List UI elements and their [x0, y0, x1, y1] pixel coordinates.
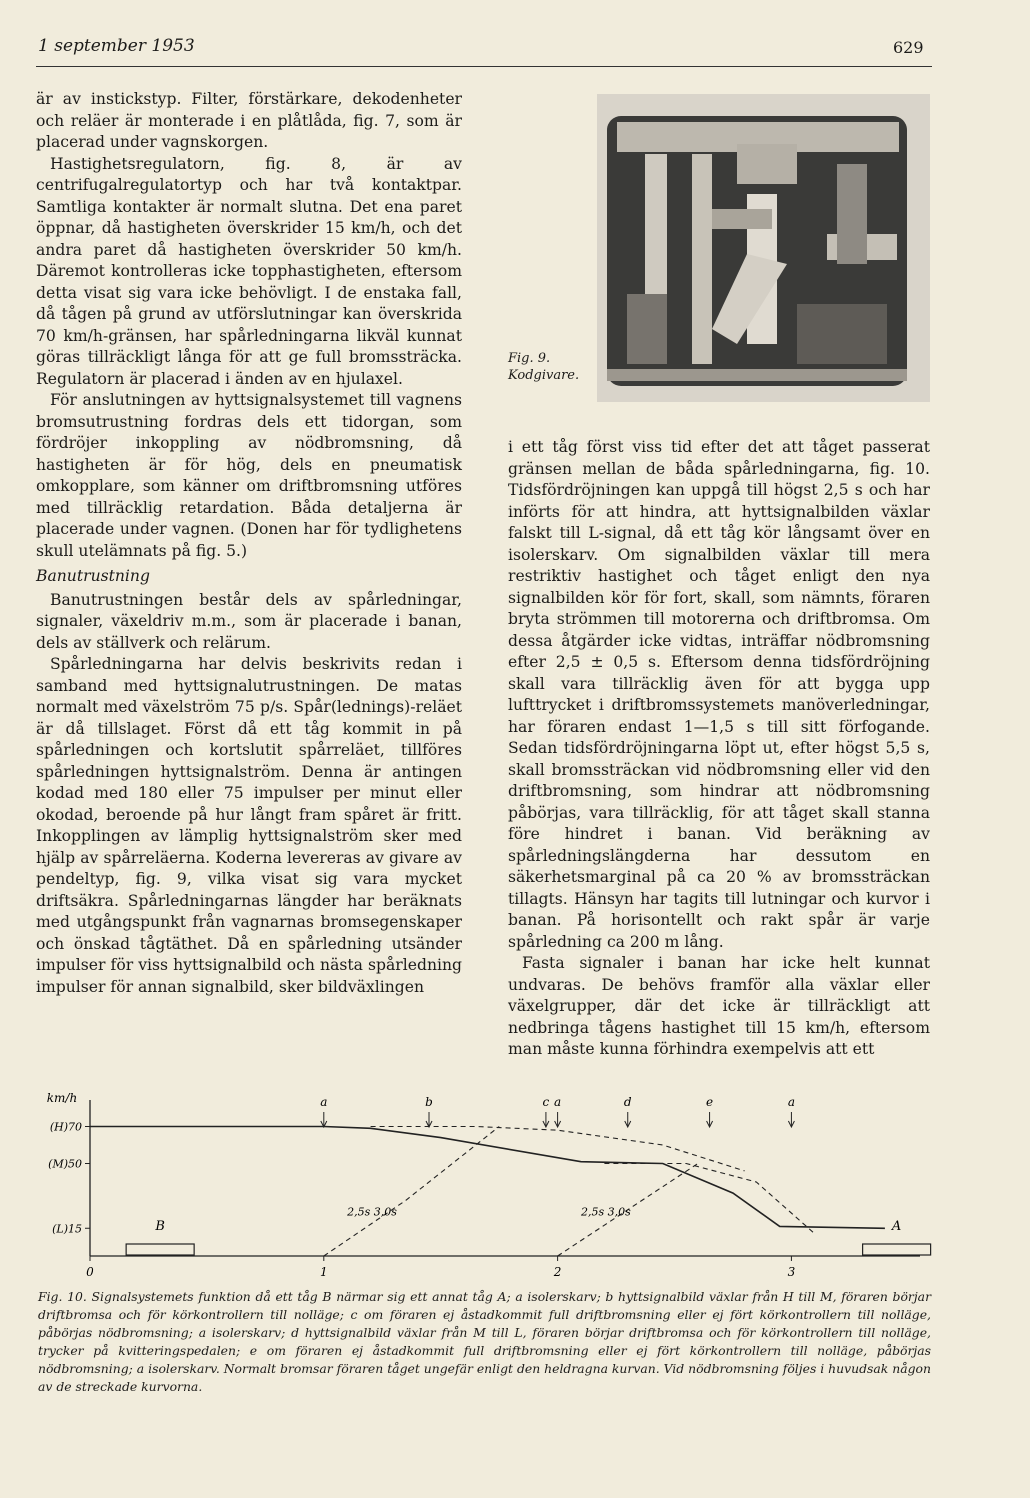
insulation-joint-label: e [706, 1095, 714, 1109]
insulation-joint-label: b [425, 1095, 433, 1109]
train-label: A [891, 1219, 902, 1235]
insulation-joint-label: d [623, 1095, 632, 1109]
insulation-joint-label: a [320, 1095, 328, 1109]
paragraph: i ett tåg först viss tid efter det att tåget passerat gränsen mellan de båda spårledningarna, fig. 10. Tidsfördröjningen kan uppgå till högst 2,5 s och har införts för att hindra, att hyttsignalbilden växlar falskt till L-signal, då ett tåg kör långsamt över en isolerskarv. Om signalbilden växlar till mera restriktiv hastighet och tåget enligt den nya signalbilden kör för fort, skall, som nämnts, föraren bryta strömmen till motorerna och driftbromsa. Om dessa åtgärder icke vidtas, inträffar nödbromsning efter 2,5 ± 0,5 s. Eftersom denna tidsfördröjning skall vara tillräcklig även för att bygga upp lufttrycket i driftbromssystemets manöverledningar, har föraren endast 1—1,5 s till sitt förfogande. Sedan tidsfördröjningarna löpt ut, efter högst 5,5 s, skall bromssträckan vid nödbromsning eller vid den driftbromsning, som hindrar att nödbromsning påbörjas, vara tillräcklig, för att tåget skall stanna före hindret i banan. Vid beräkning av spårledningslängderna har dessutom en säkerhetsmarginal på ca 20 % av bromssträckan tillagts. Hänsyn har tagits till lutningar och kurvor i banan. På horisontellt och rakt spår är varje spårledning ca 200 m lång. [508, 438, 930, 951]
train-icon [126, 1244, 194, 1255]
train-label: B [155, 1219, 165, 1235]
speed-distance-diagram [30, 1088, 940, 1288]
insulation-joint-label: a [554, 1095, 562, 1109]
code-transmitter-illustration [597, 94, 930, 402]
delay-label: 2,5s 3,0s [347, 1205, 397, 1219]
paragraph: Hastighetsregulatorn, fig. 8, är av centrifugalregulatortyp och har två kontaktpar. Samtliga kontakter är normalt slutna. Det ena paret öppnar, då hastigheten överskrider 15 km/h, och det andra paret då hastigheten överskrider 50 km/h. Däremot kontrolleras icke topphastigheten, eftersom detta visat sig vara icke behövligt. I de enstaka fall, då tågen på grund av utförslutningar kan överskrida 70 km/h-gränsen, har spårledningarna likväl kunnat göras tillräckligt långa för att ge full bromssträcka. Regulatorn är placerad i änden av en hjulaxel. [36, 154, 462, 388]
fig9-caption [508, 350, 588, 384]
code-transmitter-photo [597, 94, 930, 402]
y-tick-label: (L)15 [52, 1222, 82, 1236]
paragraph: Banutrustningen består dels av spårledningar, signaler, växeldriv m.m., som är placerade i banan, dels av ställverk och relärum. [36, 590, 462, 652]
delay-label: 2,5s 3,0s [580, 1205, 631, 1219]
braking-curve [90, 1127, 885, 1229]
x-tick-label: 1 [319, 1265, 328, 1279]
paragraph: är av instickstyp. Filter, förstärkare, dekodenheter och reläer är monterade i en plåtlåda, fig. 7, som är placerad under vagnskorgen. [36, 90, 462, 151]
plot-marks [90, 1095, 931, 1256]
y-axis-label: km/h [46, 1091, 78, 1105]
fig9-label: Fig. 9. [508, 351, 551, 366]
right-column [508, 437, 930, 1061]
insulation-joint-label: a [787, 1095, 795, 1109]
x-tick-label: 3 [787, 1265, 796, 1279]
paragraph: Fasta signaler i banan har icke helt kunnat undvaras. De behövs framför alla växlar eller växelgrupper, där det icke är tillräckligt att nedbringa tågens hastighet till 15 km/h, eftersom man måste kunna förhindra exempelvis att ett [508, 954, 930, 1058]
axes [47, 1091, 920, 1279]
page-number: 629 [893, 38, 924, 57]
left-column [36, 89, 462, 998]
fig9-text: Kodgivare. [508, 368, 580, 383]
insulation-joint-label: c [542, 1095, 550, 1109]
y-tick-label: (M)50 [48, 1157, 82, 1171]
paragraph: Spårledningarna har delvis beskrivits redan i samband med hyttsignalutrustningen. De matas normalt med växelström 75 p/s. Spår(lednings)-reläet är då tillslaget. Först då ett tåg kommit in på spårledningen och kortslutit spårreläet, tillföres spårledningen hyttsignalström. Denna är antingen kodad med 180 eller 75 impulser per minut eller okodad, beroende på hur långt fram spåret är fritt. Inkopplingen av lämplig hyttsignalström sker med hjälp av spårreläerna. Koderna levereras av givare av pendeltyp, fig. 9, vilka visat sig vara mycket driftsäkra. Spårledningarnas längder har beräknats med utgångspunkt från vagnarnas bromsegenskaper och önskad tågtäthet. Då en spårledning utsänder impulser för viss hyttsignalbild och nästa spårledning impulser för annan signalbild, sker bildväxlingen [36, 655, 462, 996]
emergency-curve [604, 1164, 814, 1234]
header-rule [36, 66, 932, 67]
x-tick-label: 0 [86, 1265, 94, 1279]
x-tick-label: 2 [553, 1265, 562, 1279]
section-heading: Banutrustning [36, 567, 150, 585]
fig10-caption: Fig. 10. Signalsystemets funktion då ett tåg B närmar sig ett annat tåg A; a isolerskarv; b hyttsignalbild växlar från H till M, föraren börjar driftbromsa och för körkontrollern till nolläge; c om föraren ej åstadkommit full driftbromsning eller ej fört körkontrollern till nolläge, påbörjas nödbromsning; a isolerskarv; d hyttsignalbild växlar från M till L, föraren börjar driftbromsa och för körkontrollern till nolläge, trycker på kvitteringspedalen; e om föraren ej åstadkommit full driftbromsning eller ej fört körkontrollern till nolläge, påbörjas nödbromsning; a isolerskarv. Normalt bromsar föraren tåget ungefär enligt den heldragna kurvan. Vid nödbromsning följes i huvudsak någon av de streckade kurvorna. [38, 1289, 931, 1394]
emergency-curve [324, 1127, 499, 1257]
train-icon [863, 1244, 931, 1255]
running-header-date: 1 september 1953 [38, 36, 195, 56]
paragraph: För anslutningen av hyttsignalsystemet till vagnens bromsutrustning fordras dels ett tidorgan, som fördröjer inkoppling av nödbromsning, då hastigheten är för hög, dels en pneumatisk omkopplare, som känner om driftbromsning utföres med tillräcklig retardation. Båda detaljerna är placerade under vagnen. (Donen har för tydlighetens skull utelämnats på fig. 5.) [36, 391, 462, 560]
y-tick-label: (H)70 [49, 1120, 82, 1134]
